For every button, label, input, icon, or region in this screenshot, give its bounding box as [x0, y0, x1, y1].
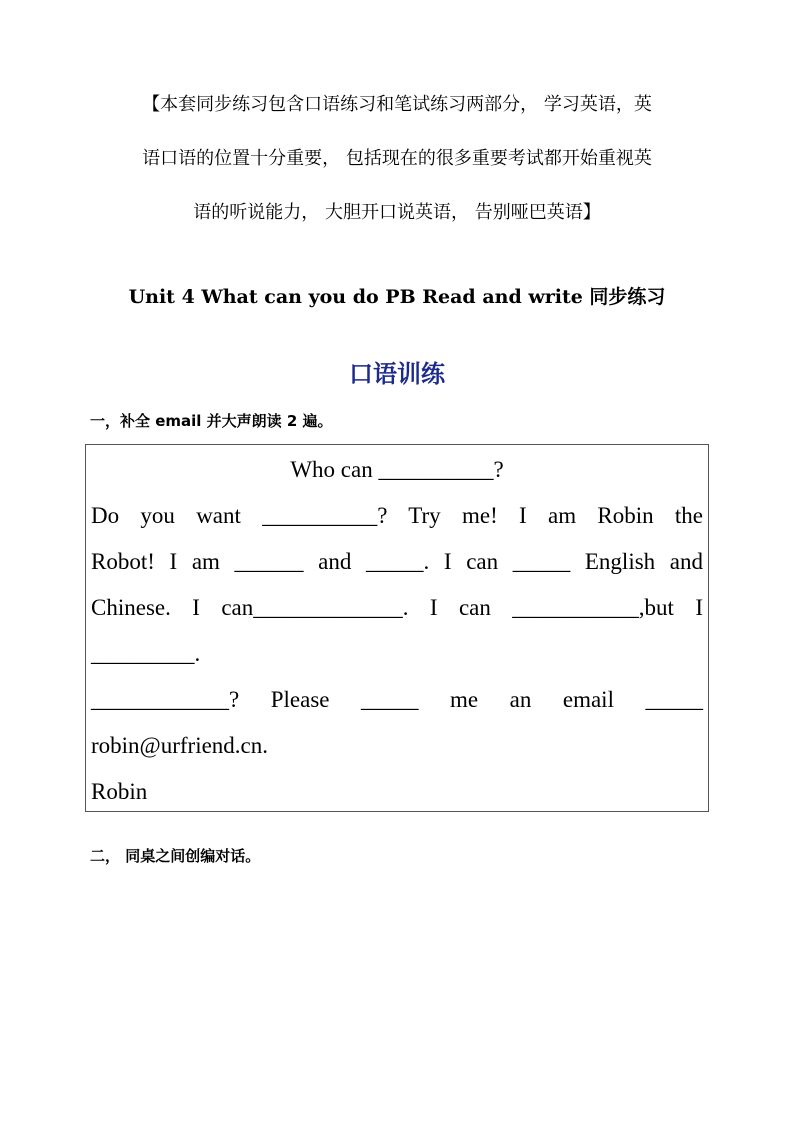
email-title: Who can __________? [290, 457, 504, 482]
unit-title: Unit 4 What can you do PB Read and write 同步练习 [128, 286, 666, 308]
email-line: Robot! I am ______ and _____. I can _____ English and [91, 549, 703, 574]
section-heading: 口语训练 [349, 360, 445, 388]
task-instruction-1: 一，补全 email 并大声朗读 2 遍。 [90, 412, 333, 430]
email-line: Chinese. I can_____________. I can ___________,but I [91, 595, 703, 620]
intro-line: 【本套同步练习包含口语练习和笔试练习两部分， 学习英语，英 [142, 94, 652, 115]
email-line: robin@urfriend.cn. [91, 733, 269, 758]
email-box [85, 444, 709, 812]
intro-paragraph [80, 78, 714, 240]
email-line: _________. [91, 641, 201, 666]
email-line: ____________? Please _____ me an email _____ [91, 687, 703, 712]
email-signature: Robin [91, 779, 148, 804]
intro-line: 语的听说能力， 大胆开口说英语， 告别哑巴英语】 [193, 202, 601, 223]
task-instruction-2: 二， 同桌之间创编对话。 [90, 847, 261, 865]
intro-line: 语口语的位置十分重要， 包括现在的很多重要考试都开始重视英 [142, 148, 652, 169]
email-line: Do you want __________? Try me! I am Robin the [91, 503, 703, 528]
